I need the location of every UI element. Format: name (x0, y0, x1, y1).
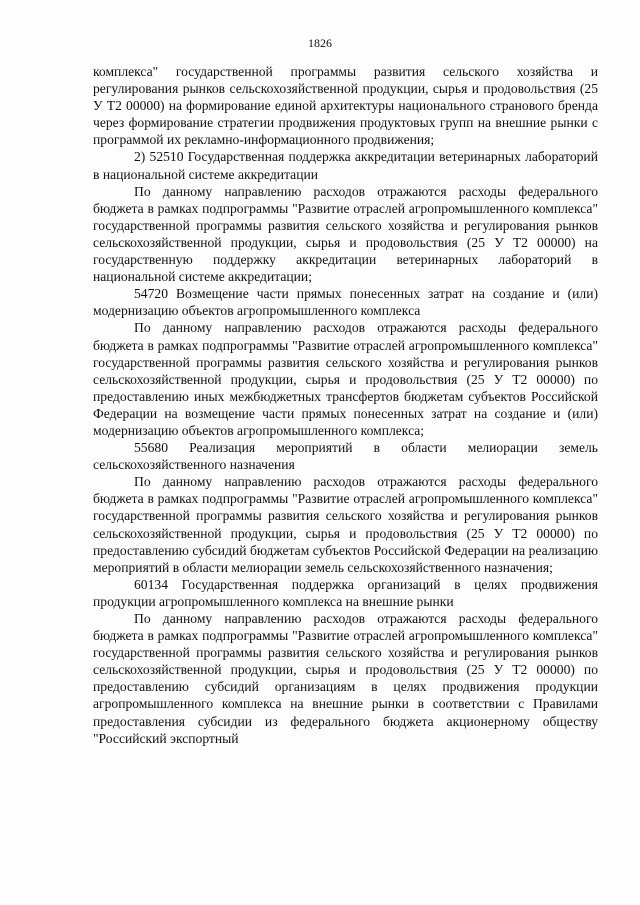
paragraph-54720: По данному направлению расходов отражаются расходы федерального бюджета в рамках подпрограммы "Развитие отраслей агропромышленного комплекса" государственной программы развития сельского хозяйства и регулирования рынков сельскохозяйственной продукции, сырья и продовольствия (25 У Т2 00000) по предоставлению иных межбюджетных трансфертов бюджетам субъектов Российской Федерации на возмещение части прямых понесенных затрат на создание и (или) модернизацию объектов агропромышленного комплекса; (93, 320, 598, 438)
document-body (93, 63, 598, 747)
paragraph-52510: По данному направлению расходов отражаются расходы федерального бюджета в рамках подпрограммы "Развитие отраслей агропромышленного комплекса" государственной программы развития сельского хозяйства и регулирования рынков сельскохозяйственной продукции, сырья и продовольствия (25 У Т2 00000) на государственную поддержку аккредитации ветеринарных лабораторий в национальной системе аккредитации; (93, 183, 598, 285)
paragraph-55680: По данному направлению расходов отражаются расходы федерального бюджета в рамках подпрограммы "Развитие отраслей агропромышленного комплекса" государственной программы развития сельского хозяйства и регулирования рынков сельскохозяйственной продукции, сырья и продовольствия (25 У Т2 00000) по предоставлению субсидий бюджетам субъектов Российской Федерации на реализацию мероприятий в области мелиорации земель сельскохозяйственного назначения; (93, 474, 598, 575)
page-number: 1826 (308, 36, 332, 50)
paragraph-continuation: комплекса" государственной программы развития сельского хозяйства и регулирования рынков сельскохозяйственной продукции, сырья и продовольствия (25 У Т2 00000) на формирование единой архитектуры национального странового бренда через формирование стратегии продвижения продуктовых групп на внешние рынки с программой их рекламно-информационного продвижения; (93, 64, 598, 148)
heading-52510: 2) 52510 Государственная поддержка аккредитации ветеринарных лабораторий в национальной системе аккредитации (93, 149, 598, 182)
paragraph-60134: По данному направлению расходов отражаются расходы федерального бюджета в рамках подпрограммы "Развитие отраслей агропромышленного комплекса" государственной программы развития сельского хозяйства и регулирования рынков сельскохозяйственной продукции, сырья и продовольствия (25 У Т2 00000) по предоставлению субсидий организациям в целях продвижения продукции агропромышленного комплекса на внешние рынки в соответствии с Правилами предоставления субсидии из федерального бюджета акционерному обществу "Российский экспортный (93, 611, 598, 746)
heading-54720: 54720 Возмещение части прямых понесенных затрат на создание и (или) модернизацию объектов агропромышленного комплекса (93, 286, 598, 319)
heading-60134: 60134 Государственная поддержка организаций в целях продвижения продукции агропромышленного комплекса на внешние рынки (93, 576, 598, 609)
heading-55680: 55680 Реализация мероприятий в области мелиорации земель сельскохозяйственного назначения (93, 440, 598, 473)
